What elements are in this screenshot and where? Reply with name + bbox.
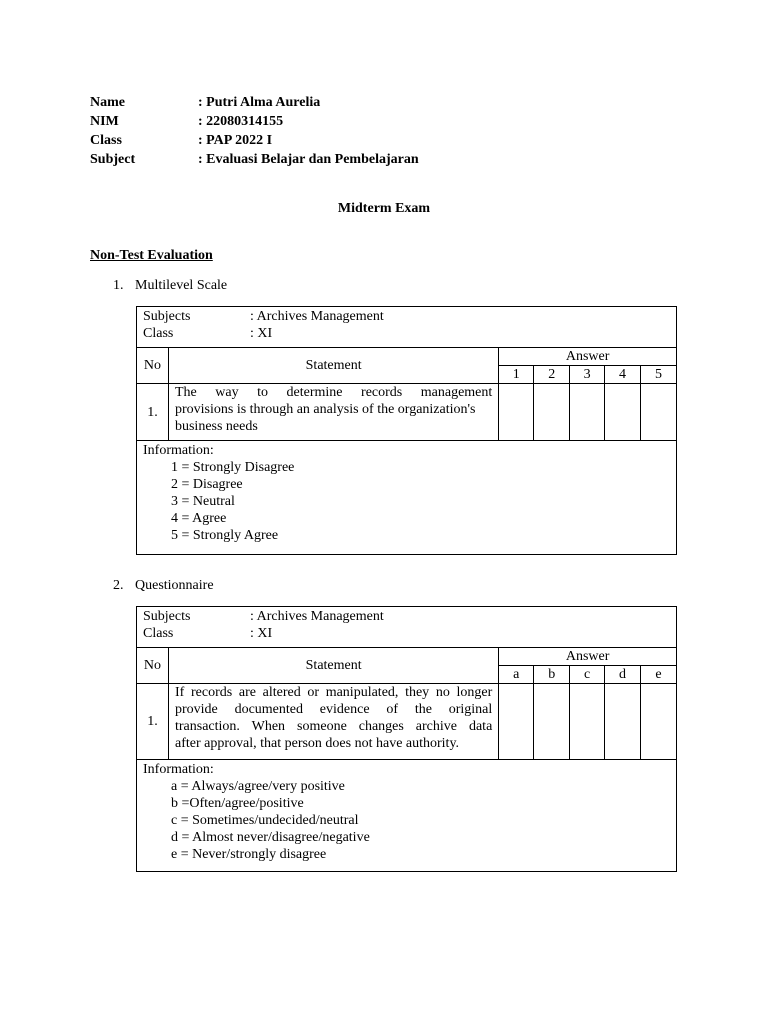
statement-line: transaction. When someone changes archive data [174, 719, 493, 734]
item-number: 1. [113, 278, 124, 293]
answer-option: 4 [605, 366, 641, 384]
info-value: : Putri Alma Aurelia [198, 95, 321, 110]
answer-option: 3 [570, 366, 605, 384]
information-line: a = Always/agree/very positive [171, 779, 345, 794]
info-label: Name [90, 95, 125, 110]
student-info [90, 93, 419, 169]
item-heading-1 [113, 278, 227, 294]
page-title: Midterm Exam [337, 201, 431, 216]
item-number: 2. [113, 578, 124, 593]
answer-cell[interactable] [534, 684, 570, 760]
information-line: 4 = Agree [171, 511, 227, 526]
info-row-nim [90, 112, 419, 131]
statement-line: after approval, that person does not have authority. [174, 736, 460, 751]
item-heading-2 [113, 578, 214, 594]
information-line: e = Never/strongly disagree [171, 847, 327, 862]
statement-header: Statement [168, 648, 498, 684]
answer-cell[interactable] [641, 684, 677, 760]
answer-option: e [641, 666, 677, 684]
answer-option: b [534, 666, 570, 684]
answer-option: d [605, 666, 641, 684]
subjects-value: : Archives Management [250, 309, 384, 324]
info-value: : Evaluasi Belajar dan Pembelajaran [198, 152, 419, 167]
info-row-class [90, 131, 419, 150]
answer-cell[interactable] [605, 384, 641, 441]
table-meta [137, 307, 677, 348]
information-line: d = Almost never/disagree/negative [171, 830, 370, 845]
information-line: b =Often/agree/positive [171, 796, 304, 811]
statement-line: business needs [174, 419, 258, 434]
class-label: Class [143, 326, 174, 341]
multilevel-scale-table [136, 306, 677, 555]
answer-cell[interactable] [499, 684, 534, 760]
statement-header: Statement [168, 348, 498, 384]
information-title: Information: [143, 443, 214, 458]
item-title: Questionnaire [135, 578, 214, 593]
info-label: NIM [90, 114, 119, 129]
answer-cell[interactable] [570, 684, 605, 760]
answer-option: 2 [534, 366, 570, 384]
information-block [137, 760, 677, 872]
info-row-subject [90, 150, 419, 169]
answer-cell[interactable] [499, 384, 534, 441]
answer-option: c [570, 666, 605, 684]
statement-text [168, 384, 498, 441]
statement-line: If records are altered or manipulated, they no longer [174, 685, 493, 700]
answer-option: 5 [641, 366, 677, 384]
answer-cell[interactable] [570, 384, 605, 441]
statement-line: The way to determine records management [174, 385, 493, 400]
answer-cell[interactable] [605, 684, 641, 760]
subjects-value: : Archives Management [250, 609, 384, 624]
statement-line: provide documented evidence of the original [174, 702, 493, 717]
information-title: Information: [143, 762, 214, 777]
item-title: Multilevel Scale [135, 278, 228, 293]
answer-cell[interactable] [641, 384, 677, 441]
row-number: 1. [137, 684, 169, 760]
info-value: : PAP 2022 I [198, 133, 273, 148]
information-line: c = Sometimes/undecided/neutral [171, 813, 359, 828]
info-label: Subject [90, 152, 136, 167]
class-label: Class [143, 626, 174, 641]
no-header: No [137, 348, 169, 384]
class-value: : XI [250, 326, 273, 341]
answer-cell[interactable] [534, 384, 570, 441]
statement-line: provisions is through an analysis of the organization's [174, 402, 476, 417]
info-row-name [90, 93, 419, 112]
answer-option: a [499, 666, 534, 684]
subjects-label: Subjects [143, 609, 191, 624]
answer-header: Answer [499, 348, 677, 366]
answer-header: Answer [499, 648, 677, 666]
information-block [137, 441, 677, 555]
subjects-label: Subjects [143, 309, 191, 324]
statement-text [168, 684, 498, 760]
questionnaire-table [136, 606, 677, 872]
no-header: No [137, 648, 169, 684]
section-title: Non-Test Evaluation [90, 248, 213, 263]
information-line: 5 = Strongly Agree [171, 528, 279, 543]
information-line: 3 = Neutral [171, 494, 235, 509]
class-value: : XI [250, 626, 273, 641]
table-meta [137, 607, 677, 648]
info-value: : 22080314155 [198, 114, 284, 129]
information-line: 1 = Strongly Disagree [171, 460, 295, 475]
info-label: Class [90, 133, 122, 148]
row-number: 1. [137, 384, 169, 441]
information-line: 2 = Disagree [171, 477, 243, 492]
answer-option: 1 [499, 366, 534, 384]
